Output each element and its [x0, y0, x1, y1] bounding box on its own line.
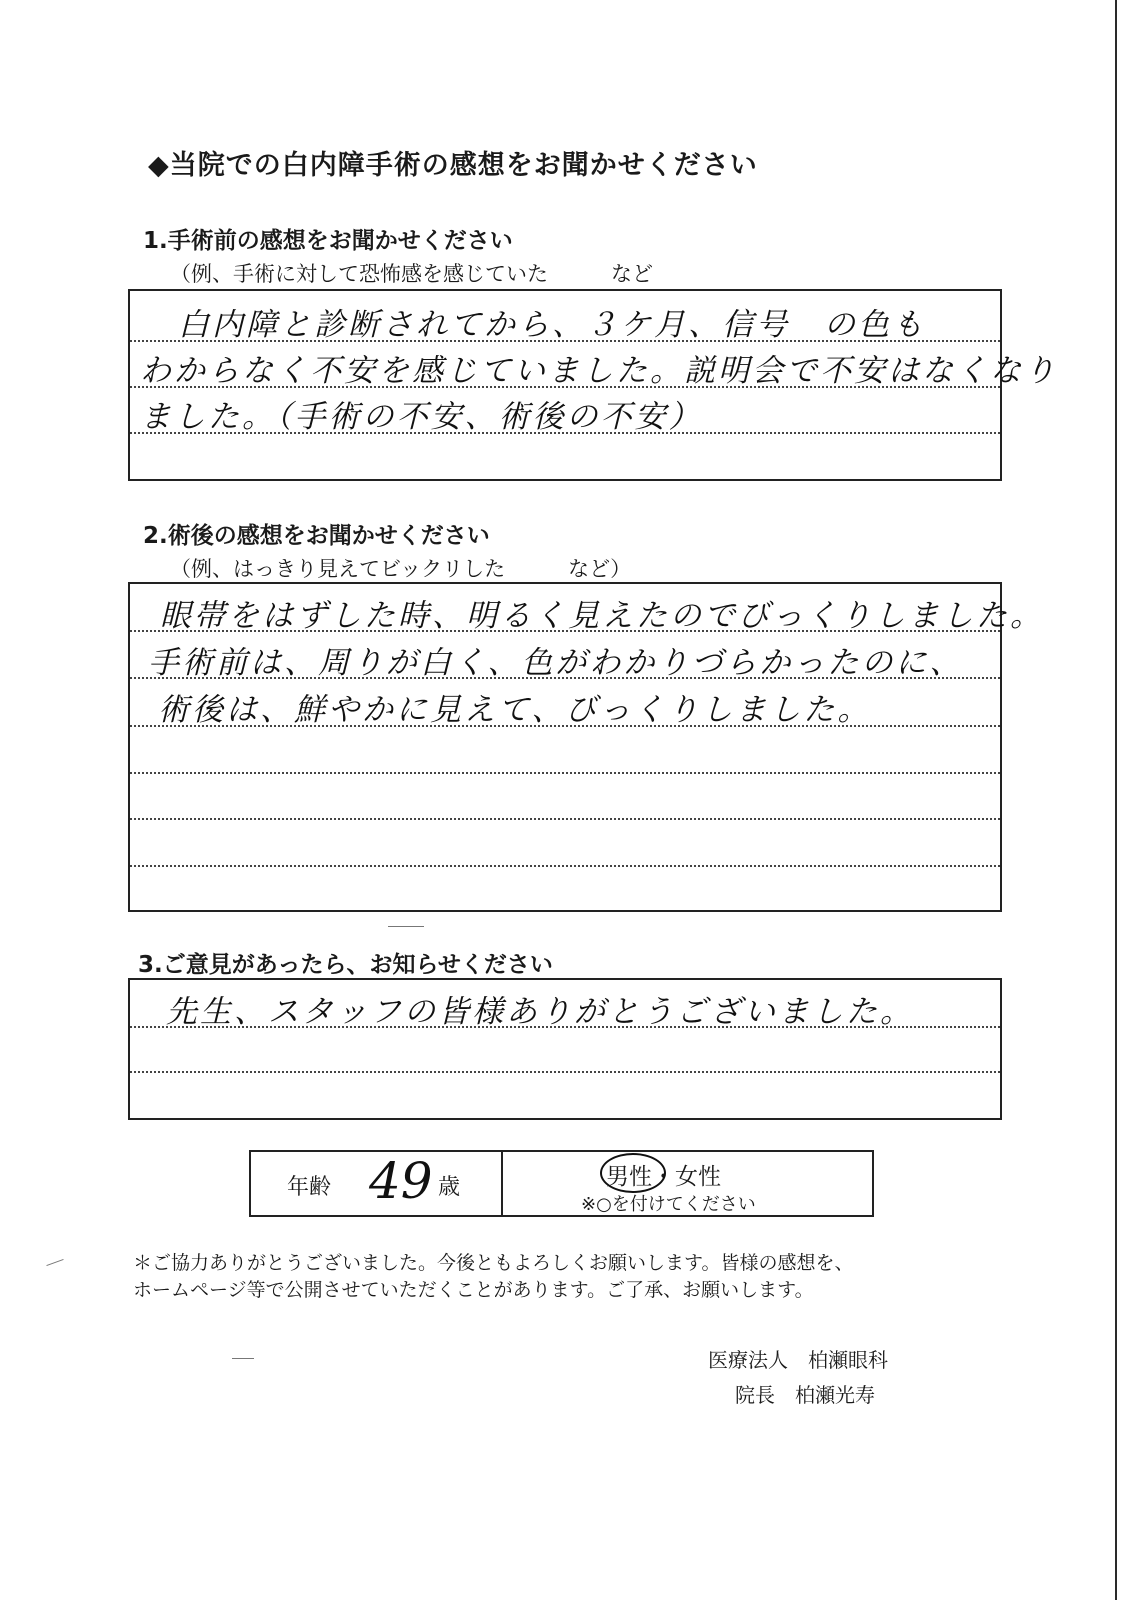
scan-speck — [232, 1358, 254, 1359]
handwritten-line: 先生、スタッフの皆様ありがとうございました。 — [166, 994, 914, 1030]
gender-separator: ・ — [652, 1164, 675, 1190]
gender-options — [606, 1158, 721, 1191]
scan-speck — [46, 1259, 63, 1266]
q2-title: 2.術後の感想をお聞かせください — [143, 523, 490, 549]
age-label: 年齢 — [287, 1175, 332, 1200]
respondent-info-table — [249, 1150, 874, 1217]
page-edge — [1115, 0, 1117, 1600]
q3-title: 3.ご意見があったら、お知らせください — [138, 952, 553, 978]
director-name: 院長 柏瀬光寿 — [735, 1383, 875, 1407]
handwritten-line: 術後は、鮮やかに見えて、びっくりしました。 — [158, 692, 872, 728]
q3-answer-box[interactable] — [128, 978, 1002, 1120]
answer-rule — [130, 818, 1000, 820]
answer-rule — [130, 772, 1000, 774]
q2-answer-box[interactable] — [128, 582, 1044, 912]
handwritten-line: ました。（手術の不安、術後の不安） — [140, 399, 703, 435]
q1-title: 1.手術前の感想をお聞かせください — [143, 228, 513, 254]
gender-female-option[interactable]: 女性 — [675, 1164, 721, 1190]
handwritten-line: わからなく不安を感じていました。説明会で不安はなくなり — [140, 353, 1058, 389]
selection-circle — [600, 1153, 666, 1193]
gender-male-option[interactable] — [606, 1158, 652, 1191]
survey-title: ◆当院での白内障手術の感想をお聞かせください — [148, 150, 758, 181]
thank-you-note-line2: ホームページ等で公開させていただくことがあります。ご了承、お願いします。 — [133, 1279, 814, 1301]
q1-answer-box[interactable] — [128, 289, 1058, 481]
age-value[interactable]: 49 — [369, 1152, 433, 1210]
clinic-name: 医療法人 柏瀬眼科 — [708, 1348, 888, 1372]
thank-you-note-line1: ＊ご協力ありがとうございました。今後ともよろしくお願いします。皆様の感想を、 — [133, 1252, 854, 1274]
handwritten-line: 白内障と診断されてから、３ケ月、信号 の色も — [178, 307, 926, 343]
q1-example: （例、手術に対して恐怖感を感じていた など — [170, 262, 653, 286]
handwritten-line: 手術前は、周りが白く、色がわかりづらかったのに、 — [148, 645, 964, 681]
q2-example: （例、はっきり見えてビックリした など） — [170, 557, 632, 581]
age-unit: 歳 — [438, 1175, 461, 1200]
handwritten-line: 眼帯をはずした時、明るく見えたのでびっくりしました。 — [160, 598, 1044, 634]
gender-note: ※○を付けてください — [581, 1194, 756, 1215]
table-divider — [501, 1152, 503, 1215]
answer-rule — [130, 865, 1000, 867]
scan-speck — [388, 926, 424, 927]
answer-rule — [130, 1071, 1000, 1073]
gender-male-label: 男性 — [606, 1164, 652, 1190]
